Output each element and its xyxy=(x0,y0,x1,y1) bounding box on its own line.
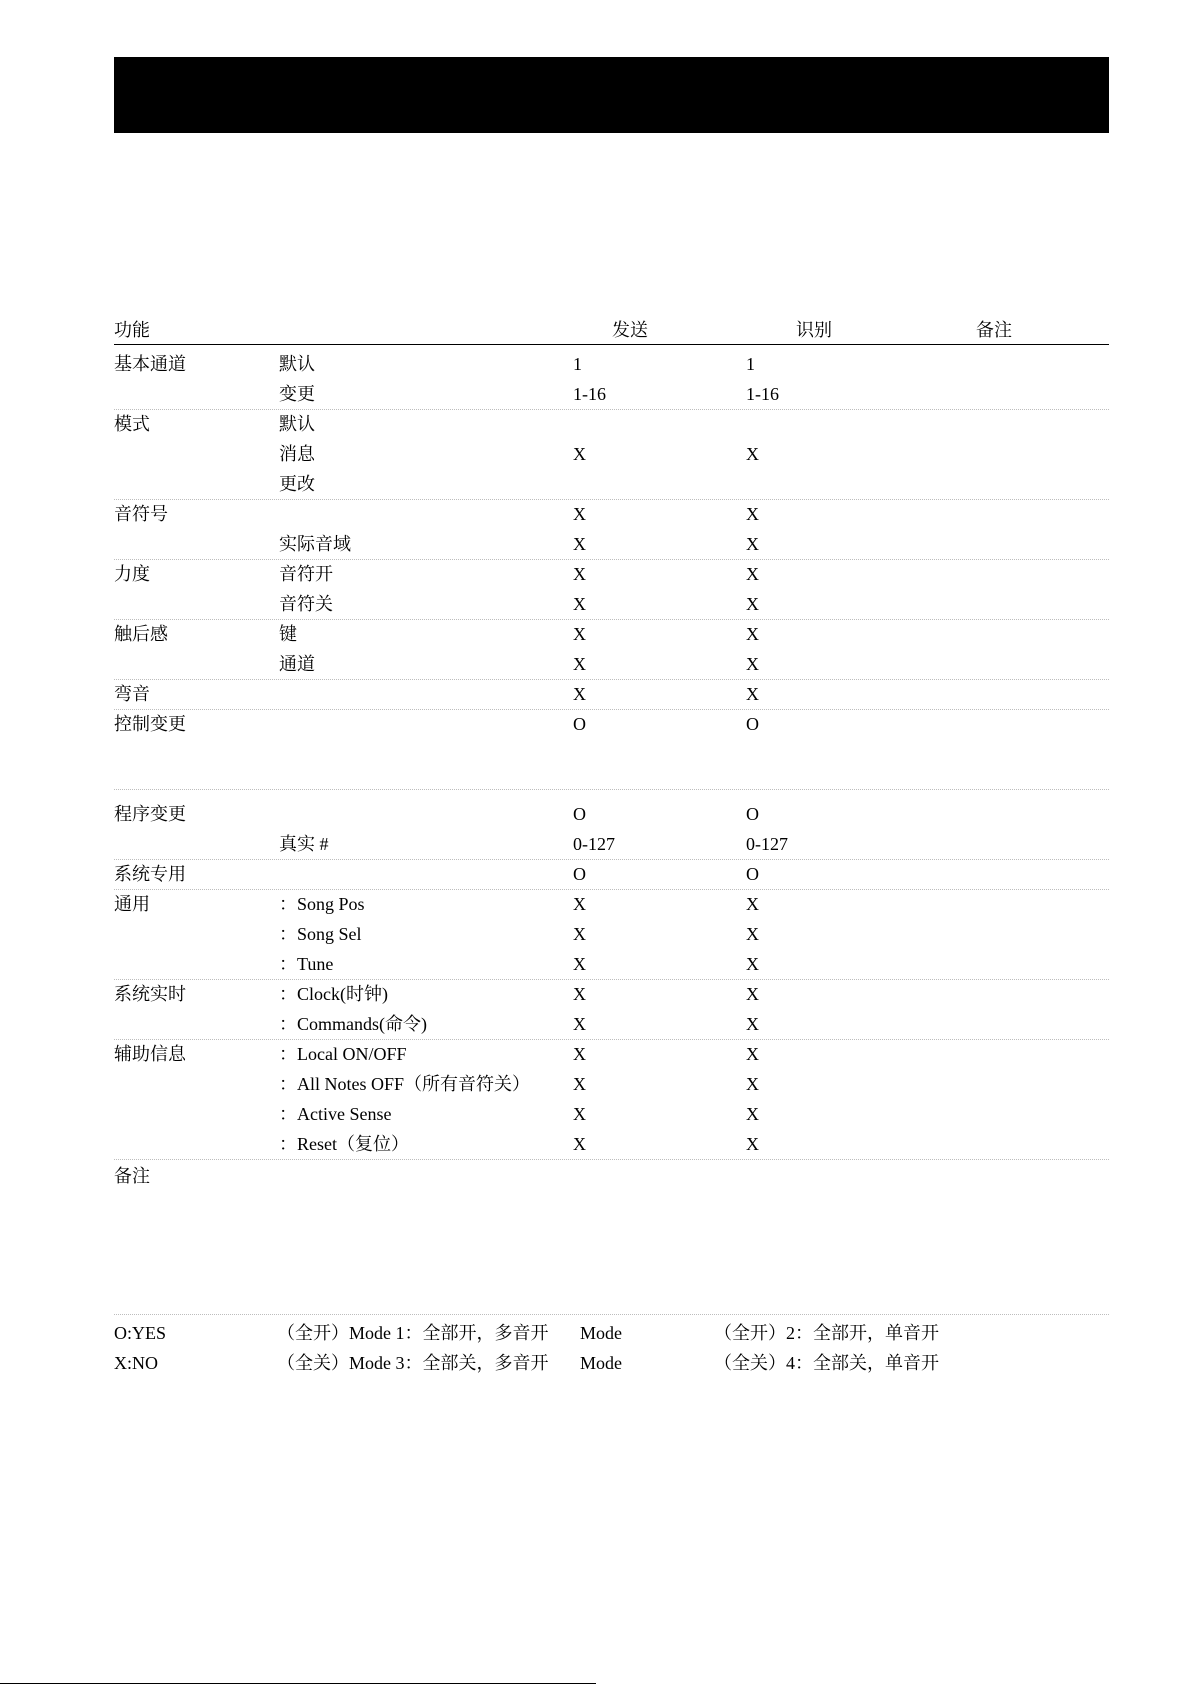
row-function: 系统实时 xyxy=(114,984,186,1004)
row-subitem: ：Tune xyxy=(279,954,334,974)
row-recognized: O xyxy=(746,714,759,734)
row-recognized: O xyxy=(746,864,759,884)
col-header-recognized: 识别 xyxy=(796,320,832,340)
row-subitem: 默认 xyxy=(279,414,315,434)
row-function: 音符号 xyxy=(114,504,168,524)
row-function: 系统专用 xyxy=(114,864,186,884)
table-row xyxy=(0,980,1191,1010)
row-recognized: X xyxy=(746,1074,759,1094)
row-transmitted: X xyxy=(573,654,586,674)
row-divider xyxy=(114,1159,1109,1160)
bottom-rule xyxy=(0,1683,596,1684)
table-row xyxy=(0,1162,1191,1192)
row-function: 辅助信息 xyxy=(114,1044,186,1064)
legend-key: O:YES xyxy=(114,1323,167,1343)
row-recognized: 1 xyxy=(746,354,755,374)
row-transmitted: X xyxy=(573,924,586,944)
row-subitem: 实际音域 xyxy=(279,534,351,554)
row-transmitted: X xyxy=(573,624,586,644)
row-divider xyxy=(114,789,1109,790)
row-recognized: 1-16 xyxy=(746,384,779,404)
header-bar xyxy=(114,57,1109,133)
table-row xyxy=(0,950,1191,980)
row-subitem: 更改 xyxy=(279,474,315,494)
row-function: 控制变更 xyxy=(114,714,186,734)
table-row xyxy=(0,500,1191,530)
table-row xyxy=(0,440,1191,470)
row-subitem: ：Song Sel xyxy=(279,924,362,944)
row-recognized: 0-127 xyxy=(746,834,788,854)
row-subitem: 通道 xyxy=(279,654,315,674)
table-row xyxy=(0,380,1191,410)
table-row xyxy=(0,590,1191,620)
row-subitem: ：Clock(时钟) xyxy=(279,984,388,1004)
row-recognized: X xyxy=(746,954,759,974)
row-recognized: X xyxy=(746,624,759,644)
row-function: 力度 xyxy=(114,564,150,584)
row-function: 备注 xyxy=(114,1166,150,1186)
row-transmitted: X xyxy=(573,1014,586,1034)
row-subitem: 音符开 xyxy=(279,564,333,584)
row-recognized: X xyxy=(746,504,759,524)
row-recognized: X xyxy=(746,1014,759,1034)
row-transmitted: X xyxy=(573,594,586,614)
table-row xyxy=(0,800,1191,830)
legend-mode-c: （全关）4：全部关，单音开 xyxy=(714,1353,939,1373)
table-row xyxy=(0,620,1191,650)
row-transmitted: X xyxy=(573,954,586,974)
row-recognized: O xyxy=(746,804,759,824)
row-transmitted: X xyxy=(573,684,586,704)
table-row xyxy=(0,920,1191,950)
table-row xyxy=(0,350,1191,380)
row-subitem: 键 xyxy=(279,624,297,644)
row-function: 模式 xyxy=(114,414,150,434)
row-subitem: 真实 # xyxy=(279,834,329,854)
legend-mode-a: （全开）Mode 1：全部开，多音开 xyxy=(277,1323,549,1343)
table-row xyxy=(0,470,1191,500)
row-recognized: X xyxy=(746,684,759,704)
row-recognized: X xyxy=(746,1044,759,1064)
row-recognized: X xyxy=(746,924,759,944)
row-subitem: 消息 xyxy=(279,444,315,464)
row-transmitted: 0-127 xyxy=(573,834,615,854)
row-subitem: ：Active Sense xyxy=(279,1104,392,1124)
col-header-remarks: 备注 xyxy=(976,320,1012,340)
header-rule xyxy=(114,344,1109,345)
row-transmitted: O xyxy=(573,714,586,734)
row-transmitted: X xyxy=(573,534,586,554)
table-row xyxy=(0,890,1191,920)
legend-mode-c: （全开）2：全部开，单音开 xyxy=(714,1323,939,1343)
row-function: 基本通道 xyxy=(114,354,186,374)
row-transmitted: 1-16 xyxy=(573,384,606,404)
row-function: 程序变更 xyxy=(114,804,186,824)
row-transmitted: X xyxy=(573,1104,586,1124)
legend-row xyxy=(0,1352,1191,1382)
row-recognized: X xyxy=(746,534,759,554)
column-headers xyxy=(0,316,1191,342)
table-row xyxy=(0,1040,1191,1070)
row-subitem: ：Local ON/OFF xyxy=(279,1044,407,1064)
table-row xyxy=(0,410,1191,440)
row-subitem: 默认 xyxy=(279,354,315,374)
row-function: 触后感 xyxy=(114,624,168,644)
row-recognized: X xyxy=(746,1104,759,1124)
footer-divider xyxy=(114,1314,1109,1315)
row-function: 通用 xyxy=(114,894,150,914)
row-recognized: X xyxy=(746,984,759,1004)
row-transmitted: 1 xyxy=(573,354,582,374)
row-transmitted: X xyxy=(573,984,586,1004)
row-subitem: ：All Notes OFF（所有音符关） xyxy=(279,1074,531,1094)
row-transmitted: X xyxy=(573,1044,586,1064)
row-recognized: X xyxy=(746,654,759,674)
table-row xyxy=(0,830,1191,860)
row-transmitted: X xyxy=(573,444,586,464)
row-recognized: X xyxy=(746,1134,759,1154)
row-transmitted: X xyxy=(573,894,586,914)
table-row xyxy=(0,1070,1191,1100)
row-transmitted: O xyxy=(573,864,586,884)
row-subitem: ：Commands(命令) xyxy=(279,1014,427,1034)
row-subitem: ：Song Pos xyxy=(279,894,365,914)
row-transmitted: O xyxy=(573,804,586,824)
table-row xyxy=(0,1100,1191,1130)
table-row xyxy=(0,650,1191,680)
row-transmitted: X xyxy=(573,1074,586,1094)
col-header-function: 功能 xyxy=(114,320,150,340)
legend-key: X:NO xyxy=(114,1353,158,1373)
table-row xyxy=(0,1010,1191,1040)
table-row xyxy=(0,1130,1191,1160)
row-recognized: X xyxy=(746,564,759,584)
table-row xyxy=(0,680,1191,710)
table-row xyxy=(0,530,1191,560)
row-function: 弯音 xyxy=(114,684,150,704)
row-transmitted: X xyxy=(573,1134,586,1154)
legend-mode-b: Mode xyxy=(580,1323,622,1343)
table-row xyxy=(0,710,1191,740)
table-row xyxy=(0,860,1191,890)
row-subitem: ：Reset（复位） xyxy=(279,1134,409,1154)
row-subitem: 音符关 xyxy=(279,594,333,614)
row-transmitted: X xyxy=(573,564,586,584)
row-recognized: X xyxy=(746,594,759,614)
col-header-transmitted: 发送 xyxy=(612,320,648,340)
row-subitem: 变更 xyxy=(279,384,315,404)
row-recognized: X xyxy=(746,894,759,914)
row-transmitted: X xyxy=(573,504,586,524)
legend-row xyxy=(0,1322,1191,1352)
row-recognized: X xyxy=(746,444,759,464)
legend-mode-a: （全关）Mode 3：全部关，多音开 xyxy=(277,1353,549,1373)
table-row xyxy=(0,560,1191,590)
legend-mode-b: Mode xyxy=(580,1353,622,1373)
